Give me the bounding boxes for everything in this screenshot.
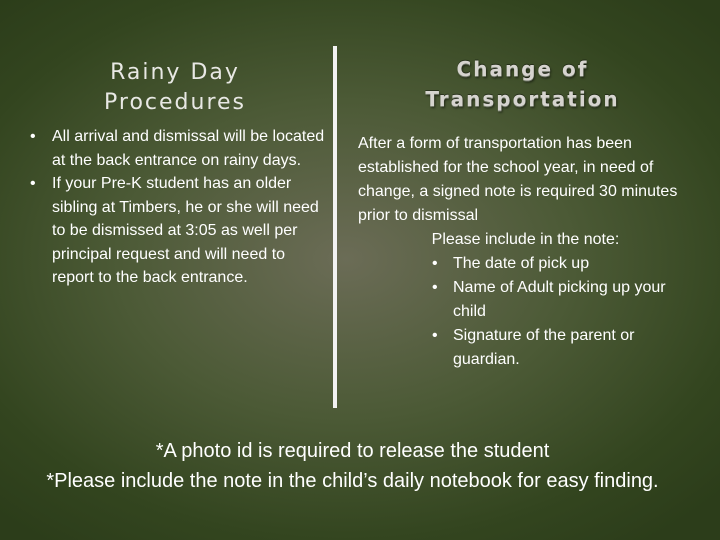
bullet-icon: • [432,327,438,344]
note-requirements-list [358,252,693,372]
rainy-day-heading-line1: Rainy Day [110,60,240,85]
transportation-heading-line2: Transportation [425,87,620,111]
list-item [358,276,693,324]
vertical-divider [333,46,337,408]
transportation-section [358,132,693,372]
list-item [30,172,330,290]
rainy-day-heading [55,58,295,118]
bullet-icon: • [30,175,36,192]
rainy-day-item-text: All arrival and dismissal will be located at the back entrance on rainy days. [52,128,325,169]
bullet-icon: • [30,128,36,145]
bullet-icon: • [432,279,438,296]
note-item-text: Signature of the parent or guardian. [453,327,635,368]
list-item [358,324,693,372]
photo-id-note: *A photo id is required to release the student [155,440,550,462]
note-instructions: Please include in the note: [431,231,620,248]
list-item [358,252,693,276]
rainy-day-item-text: If your Pre-K student has an older sibling at Timbers, he or she will need to be dismissed at 3:05 as well per principal request and will need to report to the back entrance. [52,175,319,286]
note-item-text: Name of Adult picking up your child [453,279,666,320]
footer-notes [20,436,685,496]
transportation-heading-line1: Change of [456,57,589,81]
bullet-icon: • [432,255,438,272]
rainy-day-heading-line2: Procedures [104,90,246,115]
change-of-transportation-heading [400,54,645,114]
list-item [30,125,330,172]
transportation-intro: After a form of transportation has been established for the school year, in need of change, a signed note is required 30 minutes prior to dismissal [358,135,678,224]
note-item-text: The date of pick up [453,255,590,272]
notebook-note: *Please include the note in the child’s daily notebook for easy finding. [46,470,659,492]
rainy-day-list [30,125,330,290]
